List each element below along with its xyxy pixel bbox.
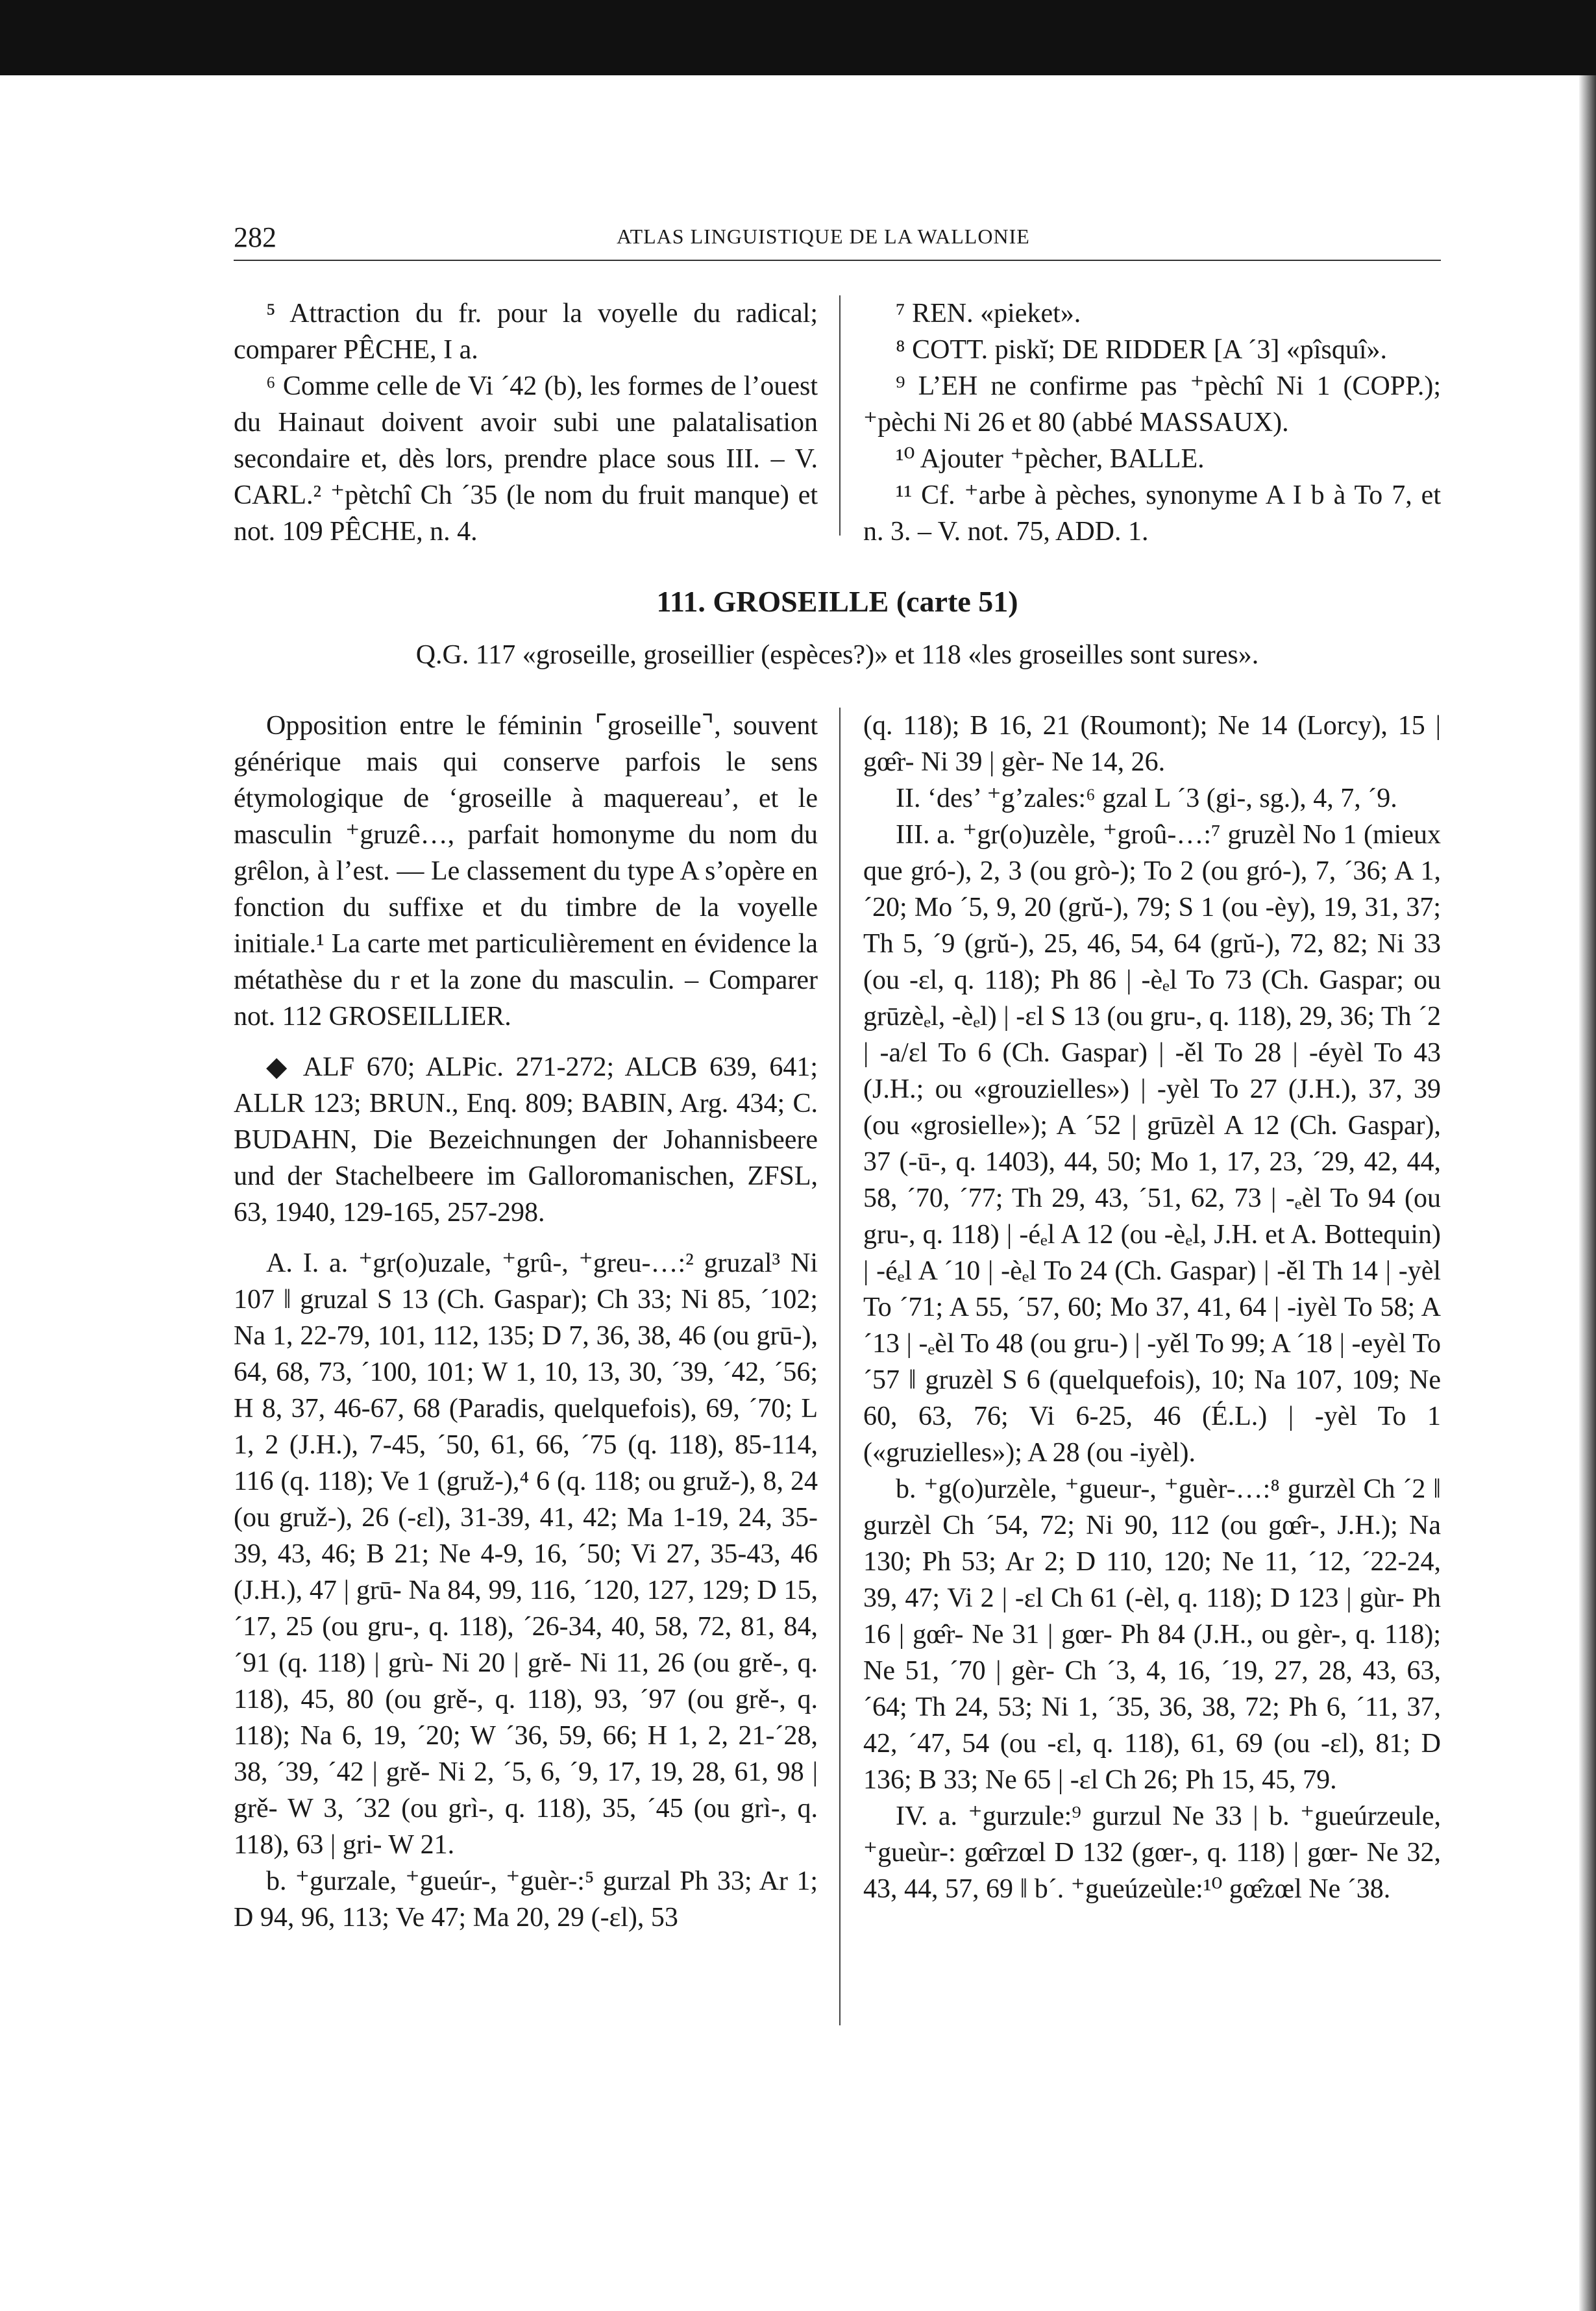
article-left-column [234, 708, 818, 1936]
article-right-column [863, 708, 1441, 1907]
scan-right-edge [1579, 75, 1596, 2311]
scan-top-band [0, 0, 1596, 75]
footnote: ⁵ Attraction du fr. pour la voyelle du radical; comparer PÊCHE, I a. [234, 299, 818, 365]
article-paragraph: Opposition entre le féminin ⌜groseille⌝, souvent générique mais qui conserve parfois le sens étymologique de ‘groseille à maquereau’, et le masculin ⁺gruzê…, parfait homonyme du nom du grêlon, à l’est. — Le classement du type A s’opère en fonction du suffixe et du timbre de la voyelle initiale.¹ La carte met particulièrement en évidence la métathèse du r et la zone du masculin. – Comparer not. 112 GROSEILLIER. [234, 711, 818, 1032]
article-paragraph: (q. 118); B 16, 21 (Roumont); Ne 14 (Lorcy), 15 | gœ̂r- Ni 39 | gèr- Ne 14, 26. [863, 711, 1441, 777]
article-paragraph: IV. a. ⁺gurzule:⁹ gurzul Ne 33 | b. ⁺gueúrzeule, ⁺gueùr-: gœ̂rzœl D 132 (gœr-, q. 118) | gœr- Ne 32, 43, 44, 57, 69 ‖ b´. ⁺gueúzeùle:¹⁰ gœ̂zœl Ne ´38. [863, 1801, 1441, 1904]
article-paragraph: A. I. a. ⁺gr(o)uzale, ⁺grû-, ⁺greu-…:² gruzal³ Ni 107 ‖ gruzal S 13 (Ch. Gaspar); Ch 33; Ni 85, ´102; Na 1, 22-79, 101, 112, 135; D 7, 36, 38, 46 (ou grū-), 64, 68, 73, ´100, 101; W 1, 10, 13, 30, ´39, ´42, ´56; H 8, 37, 46-67, 68 (Paradis, quelquefois), 69, ´70; L 1, 2 (J.H.), 7-45, ´50, 61, 66, ´75 (q. 118), 85-114, 116 (q. 118); Ve 1 (gruž-),⁴ 6 (q. 118; ou gruž-), 8, 24 (ou gruž-), 26 (-ɛl), 31-39, 41, 42; Ma 1-19, 24, 35-39, 43, 46; B 21; Ne 4-9, 16, ´50; Vi 27, 35-43, 46 (J.H.), 47 | grū- Na 84, 99, 116, ´120, 127, 129; D 15, ´17, 25 (ou gru-, q. 118), ´26-34, 40, 58, 72, 81, 84, ´91 (q. 118) | grù- Ni 20 | grě- Ni 11, 26 (ou grě-, q. 118), 45, 80 (ou grě-, q. 118), 93, ´97 (ou grě-, q. 118); Na 6, 19, ´20; W ´36, 59, 66; H 1, 2, 21-´28, 38, ´39, ´42 | grě- Ni 2, ´5, 6, ´9, 17, 19, 28, 61, 98 | grě- W 3, ´32 (ou grì-, q. 118), 35, ´45 (ou grì-, q. 118), 63 | gri- W 21. [234, 1248, 818, 1860]
article-paragraph: b. ⁺gurzale, ⁺gueúr-, ⁺guèr-:⁵ gurzal Ph 33; Ar 1; D 94, 96, 113; Ve 47; Ma 20, 29 (-ɛl), 53 [234, 1866, 818, 1933]
page-header [234, 221, 1441, 261]
footnote: ⁸ COTT. piskĭ; DE RIDDER [A ´3] «pîsquî». [896, 335, 1388, 365]
footnote: ⁹ L’EH ne confirme pas ⁺pèchî Ni 1 (COPP.); ⁺pèchi Ni 26 et 80 (abbé MASSAUX). [863, 371, 1441, 438]
footnote: ¹¹ Cf. ⁺arbe à pèches, synonyme A I b à To 7, et n. 3. – V. not. 75, ADD. 1. [863, 480, 1441, 547]
footnotes-right [863, 295, 1441, 550]
article-title: 111. GROSEILLE (carte 51) [656, 585, 1018, 618]
article-paragraph: II. ‘des’ ⁺g’zales:⁶ gzal L ´3 (gi-, sg.), 4, 7, ´9. [896, 784, 1397, 813]
article-paragraph: b. ⁺g(o)urzèle, ⁺gueur-, ⁺guèr-…:⁸ gurzèl Ch ´2 ‖ gurzèl Ch ´54, 72; Ni 90, 112 (ou gœ̂r-, J.H.); Na 130; Ph 53; Ar 2; D 110, 120; Ne 11, ´12, ´22-24, 39, 47; Vi 2 | -ɛl Ch 61 (-èl, q. 118); D 123 | gùr- Ph 16 | gœ̂r- Ne 31 | gœr- Ph 84 (J.H., ou gèr-, q. 118); Ne 51, ´70 | gèr- Ch ´3, 4, 16, ´19, 27, 28, 43, 63, ´64; Th 24, 53; Ni 1, ´35, 36, 38, 72; Ph 6, ´11, 37, 42, ´47, 54 (ou -ɛl, q. 118), 61, 69 (ou -ɛl), 81; D 136; B 33; Ne 65 | -ɛl Ch 26; Ph 15, 45, 79. [863, 1474, 1441, 1795]
running-title: ATLAS LINGUISTIQUE DE LA WALLONIE [617, 225, 1030, 248]
column-divider [839, 708, 841, 2025]
question-line: Q.G. 117 «groseille, groseillier (espèces?)» et 118 «les groseilles sont sures». [415, 640, 1259, 670]
footnote: ⁶ Comme celle de Vi ´42 (b), les formes de l’ouest du Hainaut doivent avoir subi une palatalisation secondaire et, dès lors, prendre place sous III. – V. CARL.² ⁺pètchî Ch ´35 (le nom du fruit manque) et not. 109 PÊCHE, n. 4. [234, 371, 818, 547]
footnote: ⁷ REN. «pieket». [896, 299, 1081, 328]
article-paragraph: ◆ ALF 670; ALPic. 271-272; ALCB 639, 641; ALLR 123; BRUN., Enq. 809; BABIN, Arg. 434; C. BUDAHN, Die Bezeichnungen der Johannisbeere und der Stachelbeere im Galloromanischen, ZFSL, 63, 1940, 129-165, 257-298. [234, 1052, 818, 1228]
article-paragraph: III. a. ⁺gr(o)uzèle, ⁺groû-…:⁷ gruzèl No 1 (mieux que gró-), 2, 3 (ou grò-); To 2 (ou gró-), 7, ´36; A 1, ´20; Mo ´5, 9, 20 (grŭ-), 79; S 1 (ou -èy), 19, 31, 37; Th 5, ´9 (grŭ-), 25, 46, 54, 64 (grŭ-), 72, 82; Ni 33 (ou -ɛl, q. 118); Ph 86 | -èₑl To 73 (Ch. Gaspar; ou grūzèₑl, -èₑl) | -ɛl S 13 (ou gru-, q. 118), 29, 36; Th ´2 | -a/ɛl To 6 (Ch. Gaspar) | -ěl To 28 | -éyèl To 43 (J.H.; ou «grouzielles») | -yèl To 27 (J.H.), 37, 39 (ou «grosielle»); A ´52 | grūzèl A 12 (Ch. Gaspar), 37 (-ū-, q. 1403), 44, 50; Mo 1, 17, 23, ´29, 42, 44, 58, ´70, ´77; Th 29, 43, ´51, 62, 73 | -ₑèl To 94 (ou gru-, q. 118) | -éₑl A 12 (ou -èₑl, J.H. et A. Bottequin) | -éₑl A ´10 | -èₑl To 24 (Ch. Gaspar) | -ěl Th 14 | -yèl To ´71; A 55, ´57, 60; Mo 37, 41, 64 | -iyèl To 58; A ´13 | -ₑèl To 48 (ou gru-) | -yěl To 99; A ´18 | -eyèl To ´57 ‖ gruzèl S 6 (quelquefois), 10; Na 107, 109; Ne 60, 63, 76; Vi 6-25, 46 (É.L.) | -yèl To 1 («gruzielles»); A 28 (ou -iyèl). [863, 820, 1441, 1468]
footnotes-left [234, 295, 818, 550]
page-number: 282 [234, 221, 276, 253]
column-divider [839, 295, 841, 536]
footnote: ¹⁰ Ajouter ⁺pècher, BALLE. [896, 444, 1205, 474]
